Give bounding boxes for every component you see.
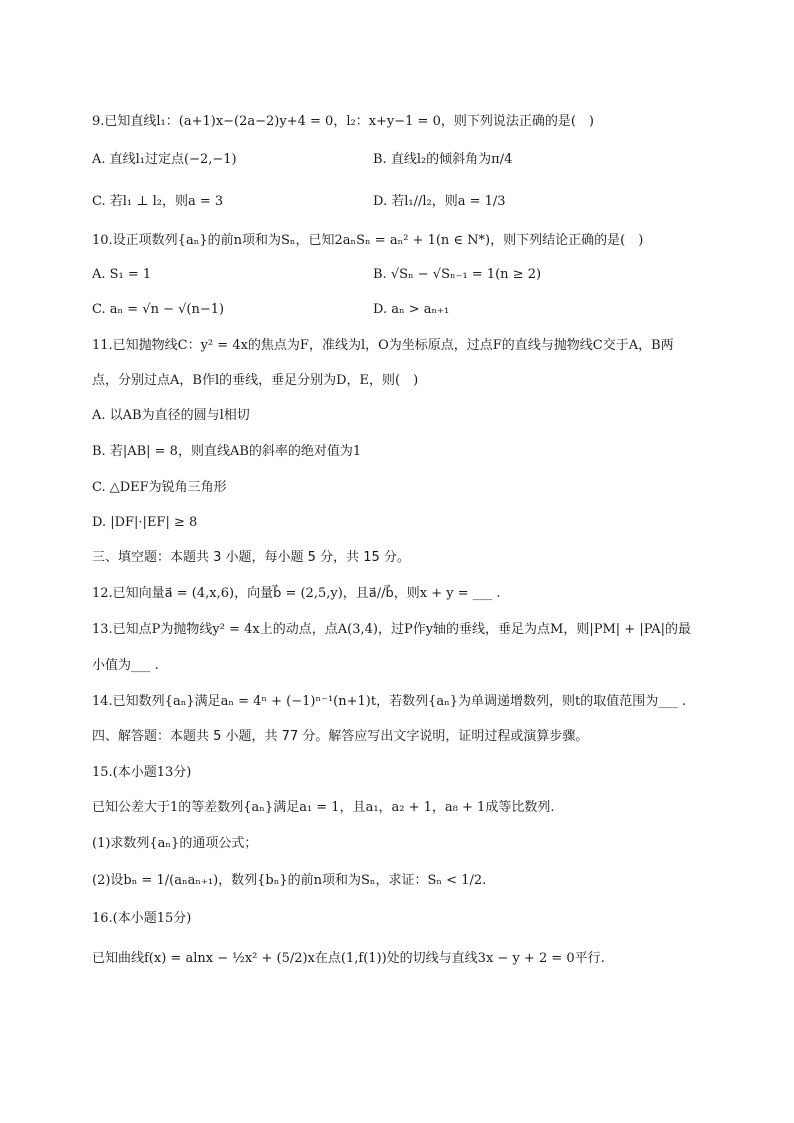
q11-option-b: B. 若|AB| = 8，则直线AB的斜率的绝对值为1 [92, 444, 362, 459]
q13-stem-line1: 13.已知点P为抛物线y² = 4x上的动点，点A(3,4)，过P作y轴的垂线，垂足为点M，则|PM| + |PA|的最 [92, 622, 692, 637]
q16-stem: 已知曲线f(x) = alnx − ½x² + (5/2)x在点(1,f(1))处的切线与直线3x − y + 2 = 0平行. [92, 951, 605, 966]
q10-option-c: C. aₙ = √n − √(n−1) [92, 302, 225, 317]
q15-part1: (1)求数列{aₙ}的通项公式； [92, 836, 258, 851]
q11-option-a: A. 以AB为直径的圆与l相切 [92, 408, 250, 423]
q10-option-a: A. S₁ = 1 [92, 267, 152, 282]
q9-option-b: B. 直线l₂的倾斜角为π/4 [373, 152, 513, 167]
q9-option-d: D. 若l₁//l₂，则a = 1/3 [373, 194, 506, 209]
q9-stem: 9.已知直线l₁：(a+1)x−(2a−2)y+4 = 0，l₂：x+y−1 = 0，则下列说法正确的是( ) [92, 114, 594, 129]
q16-title: 16.(本小题15分) [92, 911, 192, 926]
q15-stem: 已知公差大于1的等差数列{aₙ}满足a₁ = 1，且a₁，a₂ + 1，a₈ + 1成等比数列. [92, 800, 555, 815]
q9-option-a: A. 直线l₁过定点(−2,−1) [92, 152, 237, 167]
section-fill-in-heading: 三、填空题：本题共 3 小题，每小题 5 分，共 15 分。 [92, 550, 410, 565]
q11-stem-line1: 11.已知抛物线C：y² = 4x的焦点为F，准线为l，O为坐标原点，过点F的直线与抛物线C交于A，B两 [92, 338, 674, 353]
q10-option-d: D. aₙ > aₙ₊₁ [373, 302, 450, 317]
section-answer-heading: 四、解答题：本题共 5 小题，共 77 分。解答应写出文字说明，证明过程或演算步骤。 [92, 729, 589, 744]
q10-option-b: B. √Sₙ − √Sₙ₋₁ = 1(n ≥ 2) [373, 267, 542, 282]
q10-stem: 10.设正项数列{aₙ}的前n项和为Sₙ，已知2aₙSₙ = aₙ² + 1(n ∈ N*)，则下列结论正确的是( ) [92, 233, 644, 248]
q15-title: 15.(本小题13分) [92, 765, 192, 780]
q11-option-d: D. |DF|·|EF| ≥ 8 [92, 515, 198, 530]
q11-stem-line2: 点，分别过点A，B作l的垂线，垂足分别为D，E，则( ) [92, 373, 419, 388]
q9-option-c: C. 若l₁ ⊥ l₂，则a = 3 [92, 194, 224, 209]
q14-stem: 14.已知数列{aₙ}满足aₙ = 4ⁿ + (−1)ⁿ⁻¹(n+1)t，若数列{aₙ}为单调递增数列，则t的取值范围为___ . [92, 694, 686, 709]
q12-stem: 12.已知向量a⃗ = (4,x,6)，向量b⃗ = (2,5,y)，且a⃗//b⃗，则x + y = ___ . [92, 586, 501, 601]
q15-part2: (2)设bₙ = 1/(aₙaₙ₊₁)，数列{bₙ}的前n项和为Sₙ，求证：Sₙ < 1/2. [92, 873, 487, 888]
q11-option-c: C. △DEF为锐角三角形 [92, 480, 227, 495]
q13-stem-line2: 小值为___ . [92, 658, 159, 673]
